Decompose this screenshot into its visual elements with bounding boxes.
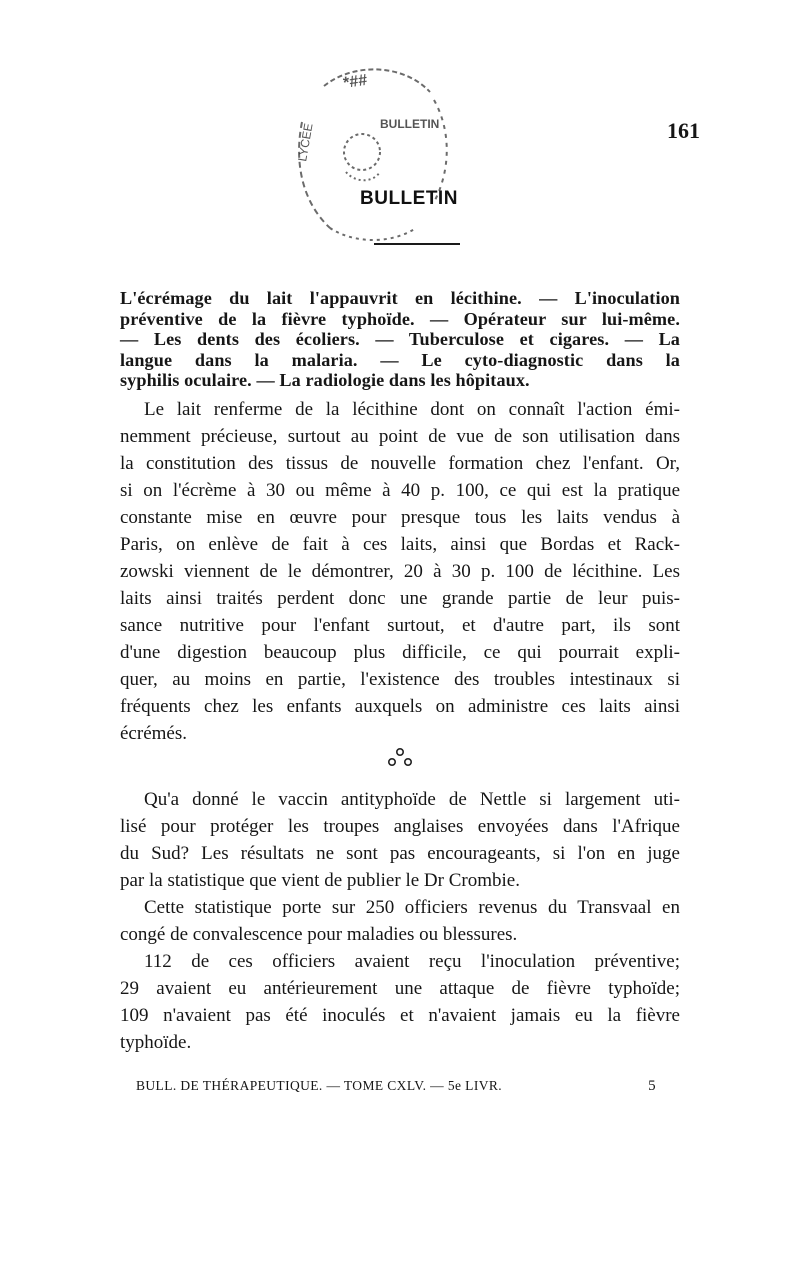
svg-text:*##: *## bbox=[342, 71, 369, 92]
text-line: nemment précieuse, surtout au point de vue de son utilisation dans bbox=[120, 426, 680, 447]
text-line: sance nutritive pour l'enfant surtout, et d'autre part, ils sont bbox=[120, 615, 680, 636]
chapter-summary bbox=[120, 288, 680, 391]
stamp-seal-icon bbox=[284, 52, 464, 262]
text-line: du Sud? Les résultats ne sont pas encourageants, si l'on en juge bbox=[120, 843, 680, 864]
svg-text:LYCEE: LYCEE bbox=[295, 122, 316, 163]
summary-line: syphilis oculaire. — La radiologie dans les hôpitaux. bbox=[120, 370, 530, 390]
library-stamp bbox=[284, 52, 464, 262]
text-line: quer, au moins en partie, l'existence des troubles intestinaux si bbox=[120, 669, 680, 690]
text-line: zowski viennent de le démontrer, 20 à 30 p. 100 de lécithine. Les bbox=[120, 561, 680, 582]
summary-line: — Les dents des écoliers. — Tuberculose et cigares. — La bbox=[120, 329, 680, 349]
paragraph-typhoid-vaccine bbox=[120, 786, 680, 1056]
text-line: 29 avaient eu antérieurement une attaque de fièvre typhoïde; bbox=[120, 978, 680, 999]
text-line: Qu'a donné le vaccin antityphoïde de Nettle si largement uti- bbox=[144, 789, 680, 810]
stamp-title: BULLETIN bbox=[360, 188, 458, 209]
paragraph-milk-lecithin bbox=[120, 396, 680, 747]
text-line: typhoïde. bbox=[120, 1032, 192, 1053]
section-separator bbox=[370, 744, 430, 774]
summary-line: préventive de la fièvre typhoïde. — Opérateur sur lui-même. bbox=[120, 308, 680, 329]
signature-mark: 5 bbox=[648, 1078, 656, 1094]
asterism-icon bbox=[370, 744, 430, 774]
text-line: laits ainsi traités perdent donc une grande partie de leur puis- bbox=[120, 588, 680, 609]
text-line: écrémés. bbox=[120, 723, 187, 744]
text-line: constante mise en œuvre pour presque tous les laits vendus à bbox=[120, 507, 680, 528]
text-line: fréquents chez les enfants auxquels on administre ces laits ainsi bbox=[120, 696, 680, 717]
text-line: Paris, on enlève de fait à ces laits, ainsi que Bordas et Rack- bbox=[120, 534, 680, 555]
text-line: si on l'écrème à 30 ou même à 40 p. 100, ce qui est la pratique bbox=[120, 480, 680, 501]
summary-line: L'écrémage du lait l'appauvrit en lécithine. — L'inoculation bbox=[120, 288, 680, 308]
page-number: 161 bbox=[667, 118, 700, 143]
text-line: d'une digestion beaucoup plus difficile, ce qui pourrait expli- bbox=[120, 642, 680, 663]
svg-text:BULLETIN: BULLETIN bbox=[380, 117, 440, 131]
text-line: par la statistique que vient de publier le Dr Crombie. bbox=[120, 870, 520, 891]
journal-reference: BULL. DE THÉRAPEUTIQUE. — TOME CXLV. — 5e LIVR. bbox=[136, 1078, 503, 1093]
text-line: la constitution des tissus de nouvelle formation chez l'enfant. Or, bbox=[120, 453, 680, 474]
text-line: 112 de ces officiers avaient reçu l'inoculation préventive; bbox=[144, 951, 680, 972]
text-line: 109 n'avaient pas été inoculés et n'avaient jamais eu la fièvre bbox=[120, 1005, 680, 1026]
text-line: Cette statistique porte sur 250 officiers revenus du Transvaal en bbox=[144, 897, 680, 918]
text-line: lisé pour protéger les troupes anglaises envoyées dans l'Afrique bbox=[120, 816, 680, 837]
text-line: Le lait renferme de la lécithine dont on connaît l'action émi- bbox=[144, 399, 680, 420]
text-line: congé de convalescence pour maladies ou blessures. bbox=[120, 924, 518, 945]
summary-line: langue dans la malaria. — Le cyto-diagnostic dans la bbox=[120, 349, 680, 370]
